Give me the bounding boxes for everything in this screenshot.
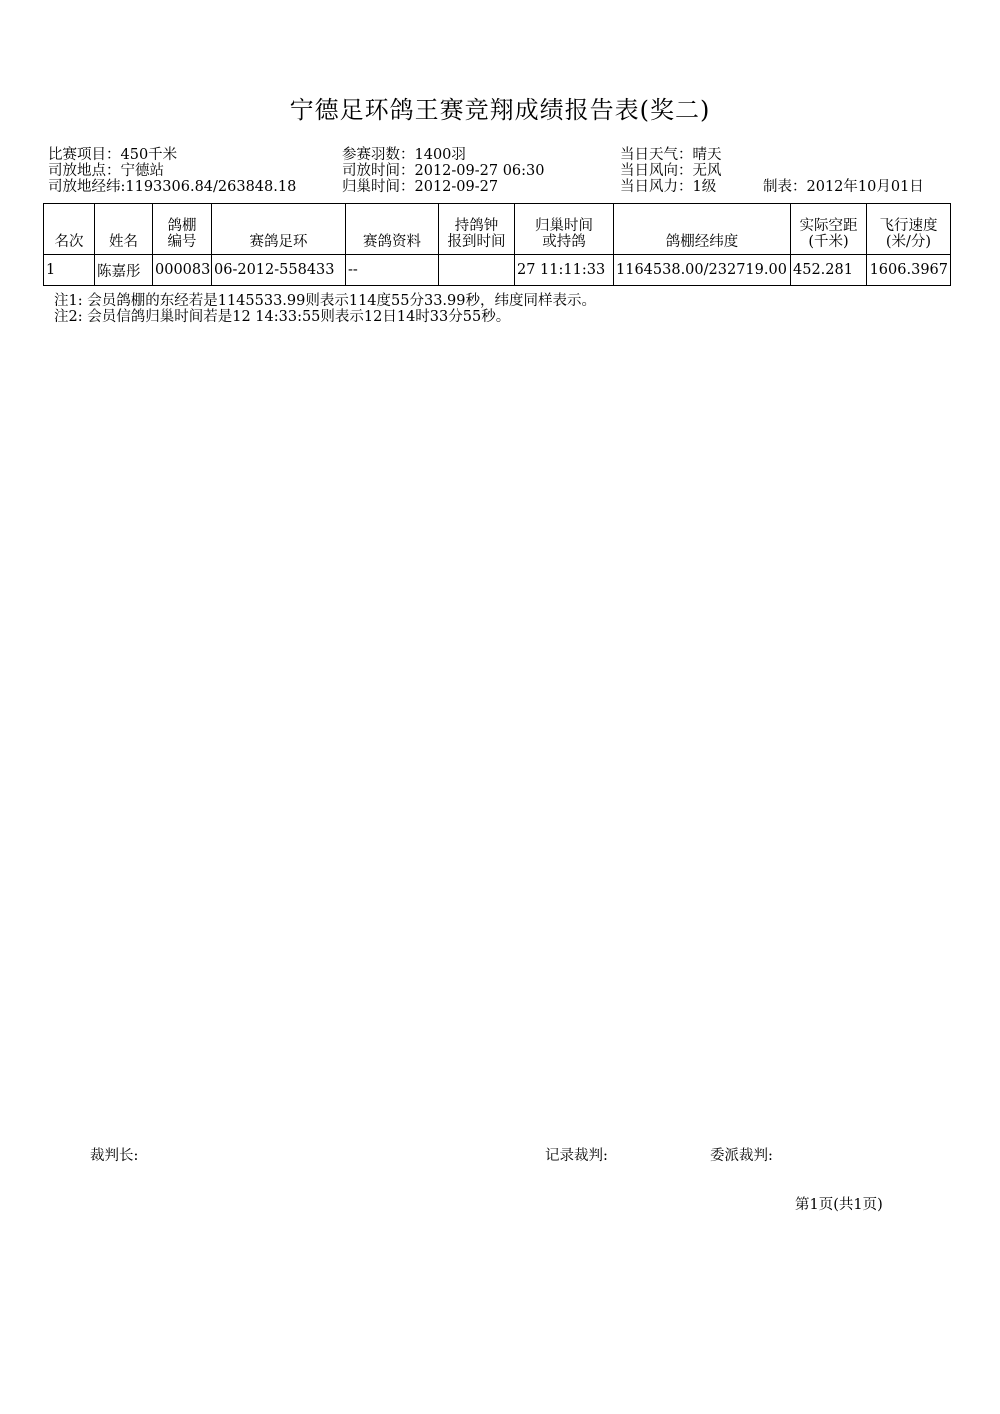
report-title: 宁德足环鸽王赛竞翔成绩报告表(奖二) — [289, 96, 711, 124]
chief-referee-label: 裁判长: — [90, 1148, 139, 1164]
note-1: 注1: 会员鸽棚的东经若是1145533.99则表示114度55分33.99秒，纬度同样表示。 — [54, 293, 596, 309]
recording-referee-label: 记录裁判: — [545, 1148, 608, 1164]
header-coordinates: 鸽棚经纬度 — [614, 204, 791, 255]
cell-speed: 1606.3967 — [867, 255, 951, 286]
cell-clock-time — [439, 255, 515, 286]
info-column-1 — [48, 147, 296, 195]
cell-rank: 1 — [44, 255, 95, 286]
info-column-3 — [620, 147, 722, 195]
wind-force: 当日风力：1级 — [620, 179, 717, 195]
cell-return-time: 27 11:11:33 — [515, 255, 614, 286]
notes — [54, 293, 596, 325]
header-speed: 飞行速度 (米/分) — [867, 204, 951, 255]
results-table — [43, 203, 951, 286]
header-distance: 实际空距 (千米) — [791, 204, 867, 255]
release-coordinates: 司放地经纬:1193306.84/263848.18 — [48, 179, 297, 195]
entry-count: 参赛羽数：1400羽 — [342, 147, 466, 163]
note-2: 注2: 会员信鸽归巢时间若是12 14:33:55则表示12日14时33分55秒。 — [54, 309, 511, 325]
return-date: 归巢时间：2012-09-27 — [342, 179, 499, 195]
header-rank: 名次 — [44, 204, 95, 255]
table-header-row — [44, 204, 951, 255]
cell-pigeon-info: -- — [346, 255, 439, 286]
header-pigeon-info: 赛鸽资料 — [346, 204, 439, 255]
event-distance: 比赛项目：450千米 — [48, 147, 178, 163]
wind-direction: 当日风向：无风 — [620, 163, 722, 179]
weather: 当日天气：晴天 — [620, 147, 722, 163]
appointed-referee-label: 委派裁判: — [710, 1148, 773, 1164]
header-return-time: 归巢时间 或持鸽 — [515, 204, 614, 255]
info-column-2 — [342, 147, 545, 195]
release-location: 司放地点：宁德站 — [48, 163, 164, 179]
header-clock-time: 持鸽钟 报到时间 — [439, 204, 515, 255]
cell-distance: 452.281 — [791, 255, 867, 286]
cell-name: 陈嘉彤 — [95, 255, 153, 286]
cell-coordinates: 1164538.00/232719.00 — [614, 255, 791, 286]
release-time: 司放时间：2012-09-27 06:30 — [342, 163, 545, 179]
cell-loft-id: 000083 — [153, 255, 212, 286]
header-name: 姓名 — [95, 204, 153, 255]
cell-ring: 06-2012-558433 — [212, 255, 346, 286]
page-number: 第1页(共1页) — [795, 1197, 883, 1213]
header-ring: 赛鸽足环 — [212, 204, 346, 255]
made-date: 制表：2012年10月01日 — [763, 179, 924, 195]
table-row — [44, 255, 951, 286]
header-loft-id: 鸽棚 编号 — [153, 204, 212, 255]
